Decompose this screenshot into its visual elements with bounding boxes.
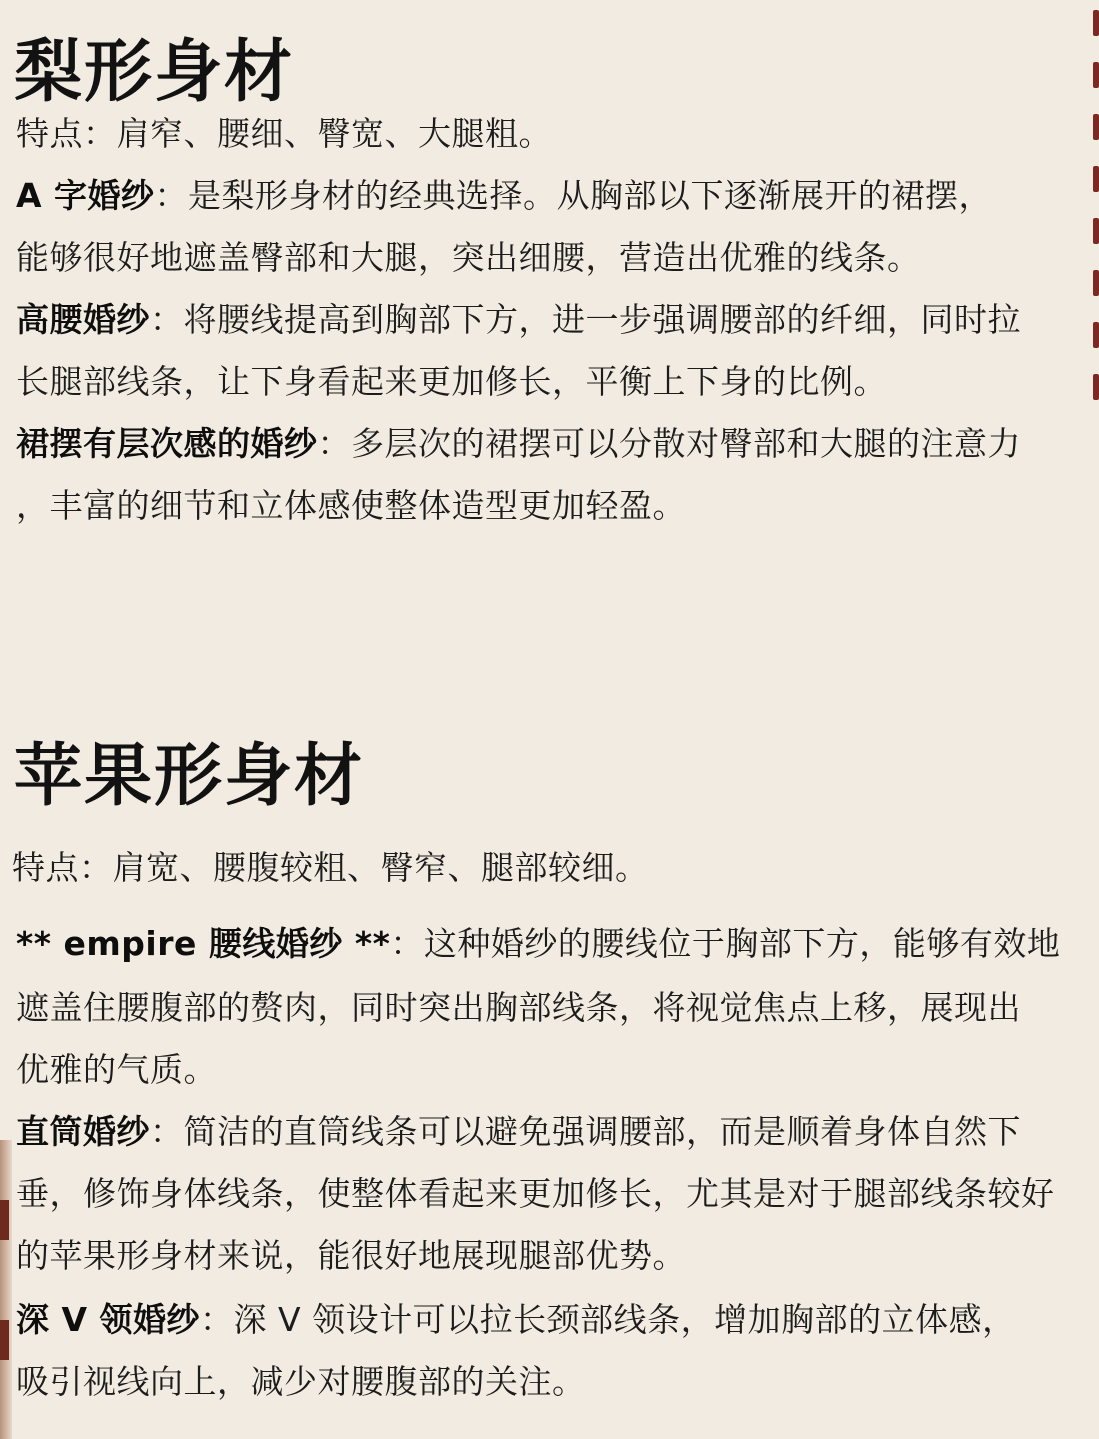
- pear-item2-continuation: 长腿部线条，让下身看起来更加修长，平衡上下身的比例。: [16, 362, 887, 401]
- apple-item3-continuation: 吸引视线向上，减少对腰腹部的关注。: [16, 1362, 586, 1401]
- right-edge-decoration: [1091, 0, 1099, 1439]
- apple-item2-continuation-1: 垂，修饰身体线条，使整体看起来更加修长，尤其是对于腿部线条较好: [16, 1174, 1055, 1213]
- pear-section-title: 梨形身材: [14, 33, 295, 112]
- apple-item1-continuation-1: 遮盖住腰腹部的赘肉，同时突出胸部线条，将视觉焦点上移，展现出: [16, 988, 1021, 1027]
- pear-item3-continuation: ，丰富的细节和立体感使整体造型更加轻盈。: [16, 486, 686, 525]
- pear-item2-label: 高腰婚纱: [16, 300, 150, 339]
- apple-item-deep-v-dress: [16, 1300, 1016, 1340]
- apple-item2-label: 直筒婚纱: [16, 1112, 150, 1151]
- apple-item3-label: 深 V 领婚纱: [16, 1300, 201, 1339]
- apple-item1-text: ：这种婚纱的腰线位于胸部下方，能够有效地: [390, 924, 1061, 963]
- apple-item-straight-dress: [16, 1112, 1021, 1152]
- pear-item-a-line-dress: [16, 176, 992, 216]
- apple-item1-suffix: **: [342, 924, 391, 963]
- apple-section-title: 苹果形身材: [14, 737, 365, 816]
- pear-item1-text: ：是梨形身材的经典选择。从胸部以下逐渐展开的裙摆，: [154, 176, 993, 215]
- apple-item3-text: ：深 V 领设计可以拉长颈部线条，增加胸部的立体感，: [200, 1300, 1016, 1339]
- pear-item-high-waist-dress: [16, 300, 1021, 340]
- pear-features: 特点：肩窄、腰细、臀宽、大腿粗。: [16, 114, 552, 153]
- apple-item1-label: 腰线婚纱: [208, 924, 343, 963]
- apple-item2-text: ：简洁的直筒线条可以避免强调腰部，而是顺着身体自然下: [150, 1112, 1021, 1151]
- left-edge-decoration: [0, 1140, 12, 1439]
- pear-item-layered-dress: [16, 424, 1021, 464]
- pear-item1-label: A 字婚纱: [16, 176, 155, 215]
- pear-item3-text: ：多层次的裙摆可以分散对臀部和大腿的注意力: [317, 424, 1021, 463]
- pear-item3-label: 裙摆有层次感的婚纱: [16, 424, 318, 463]
- pear-item2-text: ：将腰线提高到胸部下方，进一步强调腰部的纤细，同时拉: [150, 300, 1021, 339]
- apple-item1-prefix: ** empire: [16, 924, 209, 963]
- apple-item-empire-dress: [16, 924, 1060, 964]
- pear-item1-continuation: 能够很好地遮盖臀部和大腿，突出细腰，营造出优雅的线条。: [16, 238, 921, 277]
- apple-item2-continuation-2: 的苹果形身材来说，能很好地展现腿部优势。: [16, 1236, 686, 1275]
- apple-item1-continuation-2: 优雅的气质。: [16, 1050, 217, 1089]
- apple-features: 特点：肩宽、腰腹较粗、臀窄、腿部较细。: [12, 848, 649, 887]
